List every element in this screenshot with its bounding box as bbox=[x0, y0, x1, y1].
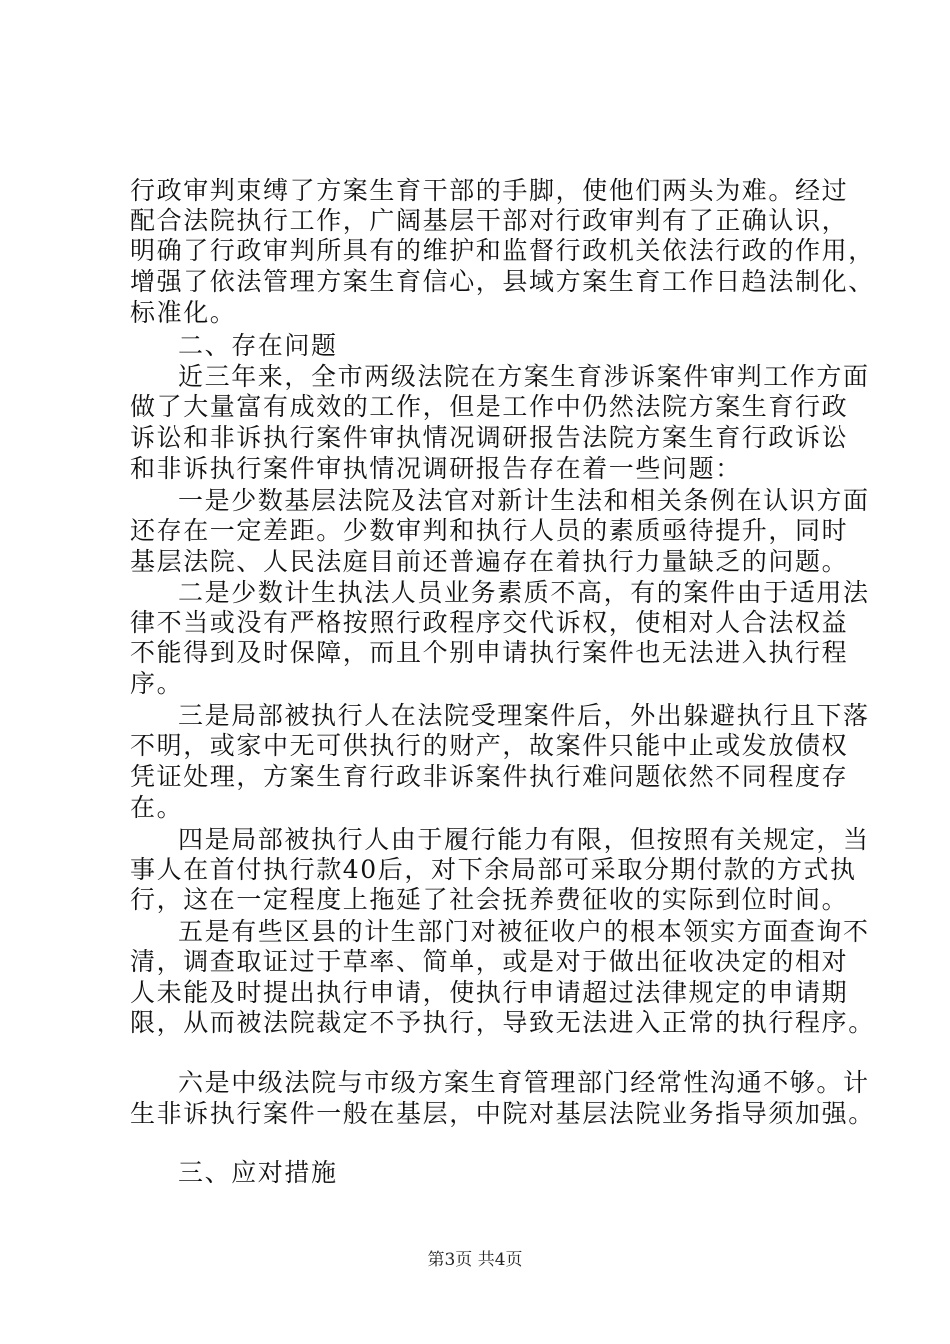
body-line: 还存在一定差距。少数审判和执行人员的素质亟待提升，同时 bbox=[130, 516, 849, 545]
body-line: 增强了依法管理方案生育信心，县域方案生育工作日趋法制化、 bbox=[130, 267, 875, 296]
body-line: 三是局部被执行人在法院受理案件后，外出躲避执行且下落 bbox=[178, 701, 870, 730]
body-line: 配合法院执行工作，广阔基层干部对行政审判有了正确认识， bbox=[130, 206, 849, 235]
body-line: 序。 bbox=[130, 669, 184, 698]
body-line: 近三年来，全市两级法院在方案生育涉诉案件审判工作方面 bbox=[178, 362, 870, 391]
body-line: 不能得到及时保障，而且个别申请执行案件也无法进入执行程 bbox=[130, 638, 849, 667]
body-line: 五是有些区县的计生部门对被征收户的根本领实方面查询不 bbox=[178, 917, 870, 946]
body-line: 事人在首付执行款40后，对下余局部可采取分期付款的方式执 bbox=[130, 855, 857, 884]
body-line: 一是少数基层法院及法官对新计生法和相关条例在认识方面 bbox=[178, 486, 870, 515]
body-line: 行政审判束缚了方案生育干部的手脚，使他们两头为难。经过 bbox=[130, 176, 849, 205]
body-line: 不明，或家中无可供执行的财产，故案件只能中止或发放债权 bbox=[130, 731, 849, 760]
body-line: 明确了行政审判所具有的维护和监督行政机关依法行政的作用， bbox=[130, 236, 875, 265]
section-heading: 二、存在问题 bbox=[178, 331, 338, 360]
body-line: 标准化。 bbox=[130, 298, 237, 327]
body-line: 四是局部被执行人由于履行能力有限，但按照有关规定，当 bbox=[178, 825, 870, 854]
body-line: 行，这在一定程度上拖延了社会抚养费征收的实际到位时间。 bbox=[130, 885, 849, 914]
body-line: 基层法院、人民法庭目前还普遍存在着执行力量缺乏的问题。 bbox=[130, 547, 849, 576]
body-line: 和非诉执行案件审执情况调研报告存在着一些问题： bbox=[130, 454, 742, 483]
body-line: 清，调查取证过于草率、简单，或是对于做出征收决定的相对 bbox=[130, 947, 849, 976]
body-line: 诉讼和非诉执行案件审执情况调研报告法院方案生育行政诉讼 bbox=[130, 423, 849, 452]
body-line: 凭证处理，方案生育行政非诉案件执行难问题依然不同程度存 bbox=[130, 762, 849, 791]
body-line: 做了大量富有成效的工作，但是工作中仍然法院方案生育行政 bbox=[130, 392, 849, 421]
body-line: 二是少数计生执法人员业务素质不高，有的案件由于适用法 bbox=[178, 578, 870, 607]
body-line: 六是中级法院与市级方案生育管理部门经常性沟通不够。计 bbox=[178, 1068, 870, 1097]
page-number: 第3页 共4页 bbox=[427, 1250, 523, 1270]
body-line: 律不当或没有严格按照行政程序交代诉权，使相对人合法权益 bbox=[130, 608, 849, 637]
body-line: 在。 bbox=[130, 793, 184, 822]
body-line: 人未能及时提出执行申请，使执行申请超过法律规定的申请期 bbox=[130, 978, 849, 1007]
body-line: 限，从而被法院裁定不予执行，导致无法进入正常的执行程序。 bbox=[130, 1008, 875, 1037]
section-heading: 三、应对措施 bbox=[178, 1158, 338, 1187]
body-line: 生非诉执行案件一般在基层，中院对基层法院业务指导须加强。 bbox=[130, 1099, 875, 1128]
